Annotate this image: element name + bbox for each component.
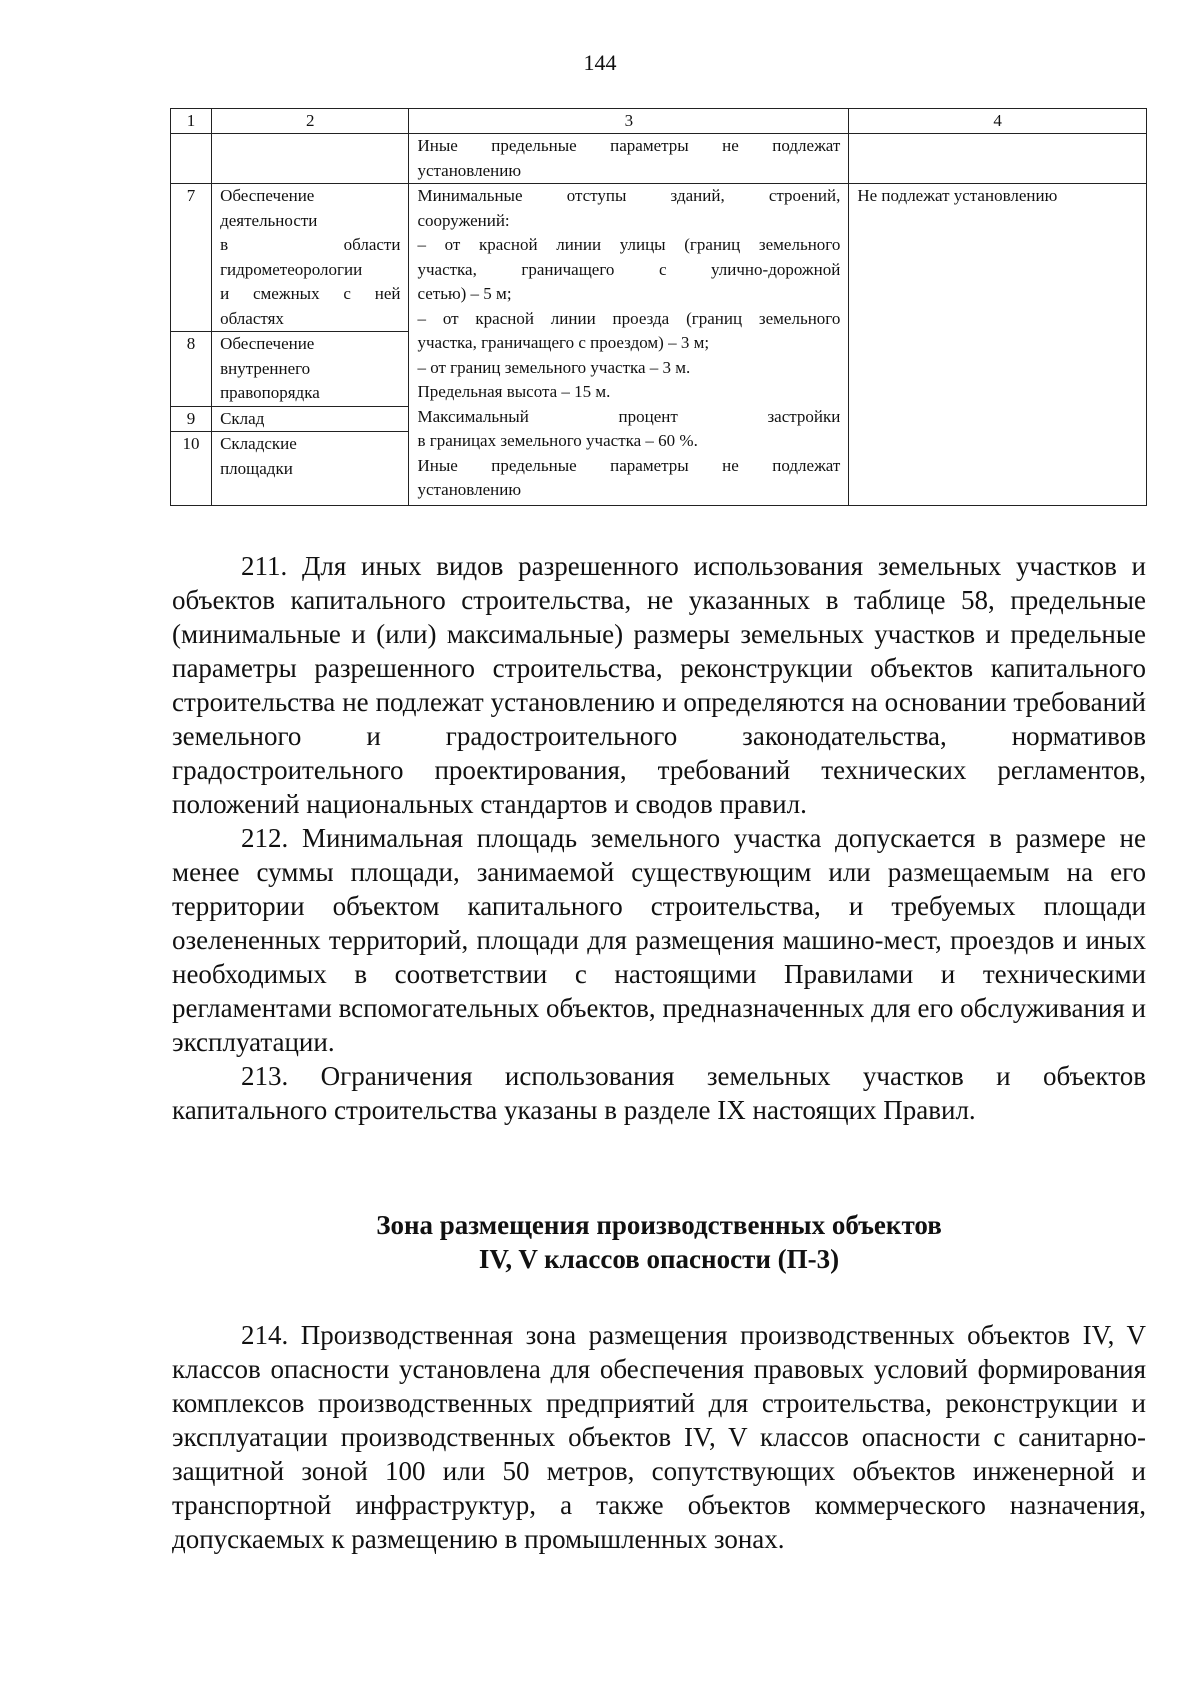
number-cell: 7 [171, 184, 212, 332]
paragraph-214: 214. Производственная зона размещения производственных объектов IV, V классов опасности установлена для обеспечения правовых условий формирования комплексов производственных предприятий для строительства, реконструкции и эксплуатации производственных объектов IV, V классов опасности с санитарно-защитной зоной 100 или 50 метров, сопутствующих объектов инженерной и транспортной инфраструктур, а также объектов коммерческого назначения, допускаемых к размещению в промышленных зонах. [172, 1320, 1146, 1554]
param-line: Предельная высота – 15 м. [417, 382, 611, 401]
name-cell [212, 406, 409, 432]
param-line: установлению [417, 160, 522, 180]
shared-param-cell [409, 184, 849, 506]
param-line: Максимальный процент застройки [417, 406, 841, 426]
name-line: Складские [220, 434, 297, 453]
param-line: Иные предельные параметры не подлежат [417, 136, 841, 155]
param-line: Иные предельные параметры не подлежат [417, 455, 841, 475]
body-section-2 [172, 1318, 1146, 1556]
name-cell [212, 184, 409, 332]
name-line: Склад [220, 408, 265, 428]
param-line: участка, граничащего с проездом) – 3 м; [417, 333, 710, 352]
paragraph-213: 213. Ограничения использования земельных участков и объектов капитального строительства указаны в разделе IX настоящих Правил. [172, 1061, 1146, 1125]
header-cell: 1 [171, 109, 212, 134]
paragraph-211: 211. Для иных видов разрешенного использования земельных участков и объектов капитального строительства, не указанных в таблице 58, предельные (минимальные и (или) максимальные) размеры земельных участков и предельные параметры разрешенного строительства, реконструкции объектов капитального строительства не подлежат установлению и определяются на основании требований земельного и градостроительного законодательства, нормативов градостроительного проектирования, требований технических регламентов, положений национальных стандартов и сводов правил. [172, 551, 1146, 819]
name-cell [212, 432, 409, 506]
number-cell: 10 [171, 432, 212, 506]
name-line: Обеспечение [220, 186, 315, 205]
param-line: в границах земельного участка – 60 %. [417, 431, 698, 450]
table-header-row [171, 109, 1147, 134]
shared-note-cell: Не подлежат установлению [849, 184, 1147, 506]
header-cell: 3 [409, 109, 849, 134]
name-line: Обеспечение [220, 334, 315, 353]
param-line: сетью) – 5 м; [417, 284, 512, 303]
param-line: – от красной линии улицы (границ земельного [417, 235, 841, 254]
table-row [171, 134, 1147, 184]
header-cell: 2 [212, 109, 409, 134]
header-cell: 4 [849, 109, 1147, 134]
parameters-table [170, 108, 1147, 506]
name-line: площадки [220, 458, 293, 478]
table-row [171, 184, 1147, 332]
section-heading [172, 1208, 1146, 1276]
heading-line-1: Зона размещения производственных объектов [376, 1210, 942, 1240]
paragraph-212: 212. Минимальная площадь земельного участка допускается в размере не менее суммы площади, занимаемой существующим или размещаемым на его территории объектом капитального строительства, и требуемых площади озелененных территорий, площади для размещения машино-мест, проездов и иных необходимых в соответствии с настоящими Правилами и техническими регламентами вспомогательных объектов, предназначенных для его обслуживания и эксплуатации. [172, 823, 1146, 1057]
name-cell [212, 134, 409, 184]
param-cell [409, 134, 849, 184]
param-line: участка, граничащего с улично-дорожной [417, 259, 841, 279]
heading-line-2: IV, V классов опасности (П-3) [478, 1244, 840, 1274]
note-cell [849, 134, 1147, 184]
param-line: Минимальные отступы зданий, строений, [417, 186, 841, 205]
name-line: деятельности [220, 210, 318, 230]
page-number: 144 [583, 50, 617, 75]
number-cell [171, 134, 212, 184]
name-line: внутреннего [220, 358, 311, 378]
number-cell: 9 [171, 406, 212, 432]
param-line: сооружений: [417, 210, 510, 230]
number-cell: 8 [171, 332, 212, 407]
body-section [172, 549, 1146, 1127]
param-line: установлению [417, 480, 522, 499]
name-line: в области [220, 235, 401, 254]
param-line: – от границ земельного участка – 3 м. [417, 357, 691, 377]
name-line: правопорядка [220, 383, 320, 402]
name-line: и смежных с ней [220, 284, 401, 303]
name-line: областях [220, 308, 284, 328]
name-line: гидрометеорологии [220, 259, 363, 279]
name-cell [212, 332, 409, 407]
param-line: – от красной линии проезда (границ земельного [417, 308, 841, 328]
